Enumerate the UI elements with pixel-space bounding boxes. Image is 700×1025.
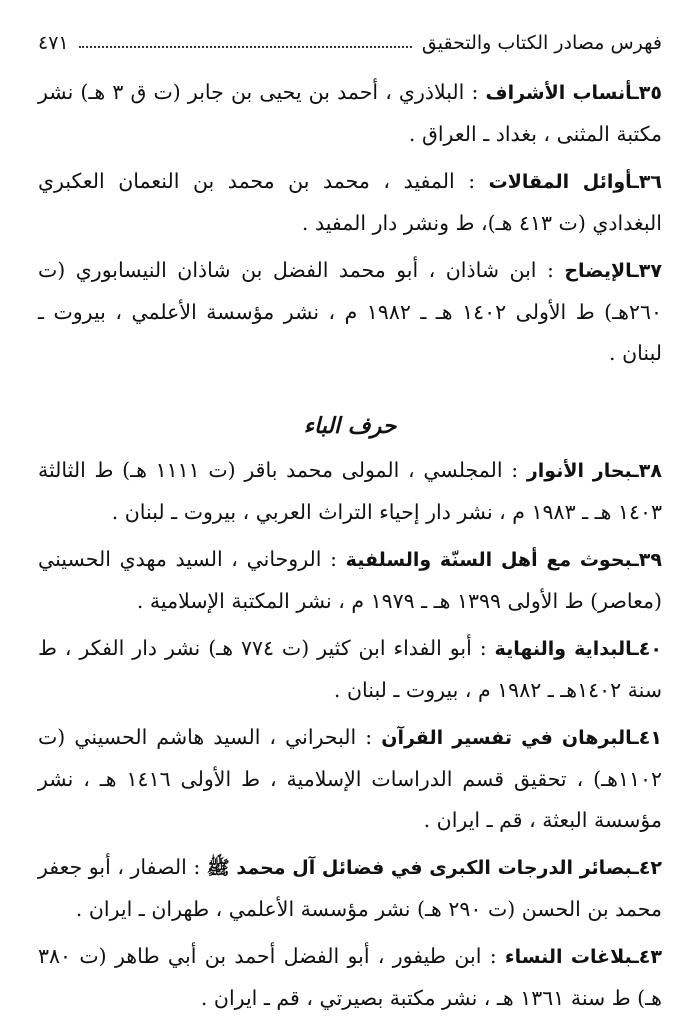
entry-number: ٤١ [638,727,662,749]
body-text [38,72,662,1025]
header-title: فهرس مصادر الكتاب والتحقيق [421,32,662,54]
entry-number: ٣٦ [638,171,663,193]
bibliography-entry-40: ٤٠ـالبداية والنهاية : أبو الفداء ابن كثير (ت ٧٧٤ هـ) نشر دار الفكر ، ط سنة ١٤٠٢هـ ـ ١٩٨٢ م ، بيروت ـ لبنان . [38,636,662,702]
entry-number: ٤٢ [638,857,663,879]
bibliography-entry-43: ٤٣ـبلاغات النساء : ابن طيفور ، أبو الفضل أحمد بن أبي طاهر (ت ٣٨٠ هـ) ط سنة ١٣٦١ هـ ، نشر مكتبة بصيرتي ، قم ـ ايران . [38,944,662,1010]
bibliography-entry-42: ٤٢ـبصائر الدرجات الكبرى في فضائل آل محمد ﷺ : الصفار ، أبو جعفر محمد بن الحسن (ت ٢٩٠ هـ) نشر مؤسسة الأعلمي ، طهران ـ ايران . [38,855,663,921]
entry-text: : أبو الفداء ابن كثير (ت ٧٧٤ هـ) نشر دار الفكر ، ط سنة ١٤٠٢هـ ـ ١٩٨٢ م ، بيروت ـ لبنان . [38,636,662,702]
bibliography-entry-36: ٣٦ـأوائل المقالات : المفيد ، محمد بن محمد بن النعمان العكبري البغدادي (ت ٤١٣ هـ)، ط ونشر دار المفيد . [38,169,663,235]
entry-text: : البحراني ، السيد هاشم الحسيني (ت ١١٠٢هـ) ، تحقيق قسم الدراسات الإسلامية ، ط الأولى ١٤١٦ هـ ، نشر مؤسسة البعثة ، قم ـ ايران . [38,725,662,832]
entry-title: بحار الأنوار [526,460,633,482]
page-number: ٤٧١ [38,32,69,54]
entry-text: : البلاذري ، أحمد بن يحيى بن جابر (ت ق ٣ هـ) نشر مكتبة المثنى ، بغداد ـ العراق . [38,80,662,146]
entry-number: ٤٠ [638,638,662,660]
entry-text: : المفيد ، محمد بن محمد بن النعمان العكبري البغدادي (ت ٤١٣ هـ)، ط ونشر دار المفيد . [38,169,662,235]
entry-title: بصائر الدرجات الكبرى في فضائل آل محمد ﷺ [206,857,633,879]
entry-text: : ابن طيفور ، أبو الفضل أحمد بن أبي طاهر (ت ٣٨٠ هـ) ط سنة ١٣٦١ هـ ، نشر مكتبة بصيرتي ، قم ـ ايران . [38,944,662,1010]
entry-title: البداية والنهاية [494,638,633,660]
entry-number: ٣٩ [638,549,662,571]
bibliography-entry-37: ٣٧ـالإيضاح : ابن شاذان ، أبو محمد الفضل بن شاذان النيسابوري (ت ٢٦٠هـ) ط الأولى ١٤٠٢ هـ ـ ١٩٨٢ م ، نشر مؤسسة الأعلمي ، بيروت ـ لبنان . [38,258,662,365]
entry-title: بحوث مع أهل السنّة والسلفية [345,549,633,571]
entry-number: ٣٥ [638,82,662,104]
entry-title: البرهان في تفسير القرآن [381,727,633,749]
entry-title: الإيضاح [564,260,633,282]
bibliography-entry-38: ٣٨ـبحار الأنوار : المجلسي ، المولى محمد باقر (ت ١١١١ هـ) ط الثالثة ١٤٠٣ هـ ـ ١٩٨٣ م ، نشر دار إحياء التراث العربي ، بيروت ـ لبنان . [38,458,662,524]
entry-text: : الروحاني ، السيد مهدي الحسيني (معاصر) ط الأولى ١٣٩٩ هـ ـ ١٩٧٩ م ، نشر المكتبة الإسلامية . [38,547,662,613]
header-dot-leader [79,45,412,48]
entry-title: بلاغات النساء [504,946,633,968]
bibliography-entry-35: ٣٥ـأنساب الأشراف : البلاذري ، أحمد بن يحيى بن جابر (ت ق ٣ هـ) نشر مكتبة المثنى ، بغداد ـ العراق . [38,80,662,146]
bibliography-entry-39: ٣٩ـبحوث مع أهل السنّة والسلفية : الروحاني ، السيد مهدي الحسيني (معاصر) ط الأولى ١٣٩٩ هـ ـ ١٩٧٩ م ، نشر المكتبة الإسلامية . [38,547,662,613]
running-header [38,20,662,54]
bibliography-entry-41: ٤١ـالبرهان في تفسير القرآن : البحراني ، السيد هاشم الحسيني (ت ١١٠٢هـ) ، تحقيق قسم الدراسات الإسلامية ، ط الأولى ١٤١٦ هـ ، نشر مؤسسة البعثة ، قم ـ ايران . [38,725,662,832]
entry-number: ٣٨ [638,460,662,482]
entry-number: ٣٧ [638,260,662,282]
entry-title: أوائل المقالات [488,171,633,193]
entry-title: أنساب الأشراف [485,82,633,104]
entry-number: ٤٣ [638,946,662,968]
entry-text: : الصفار ، أبو جعفر محمد بن الحسن (ت ٢٩٠ هـ) نشر مؤسسة الأعلمي ، طهران ـ ايران . [38,855,662,921]
entry-text: : المجلسي ، المولى محمد باقر (ت ١١١١ هـ) ط الثالثة ١٤٠٣ هـ ـ ١٩٨٣ م ، نشر دار إحياء التراث العربي ، بيروت ـ لبنان . [38,458,662,524]
section-title: حرف الباء [303,413,397,439]
entry-text: : ابن شاذان ، أبو محمد الفضل بن شاذان النيسابوري (ت ٢٦٠هـ) ط الأولى ١٤٠٢ هـ ـ ١٩٨٢ م ، نشر مؤسسة الأعلمي ، بيروت ـ لبنان . [38,258,662,365]
